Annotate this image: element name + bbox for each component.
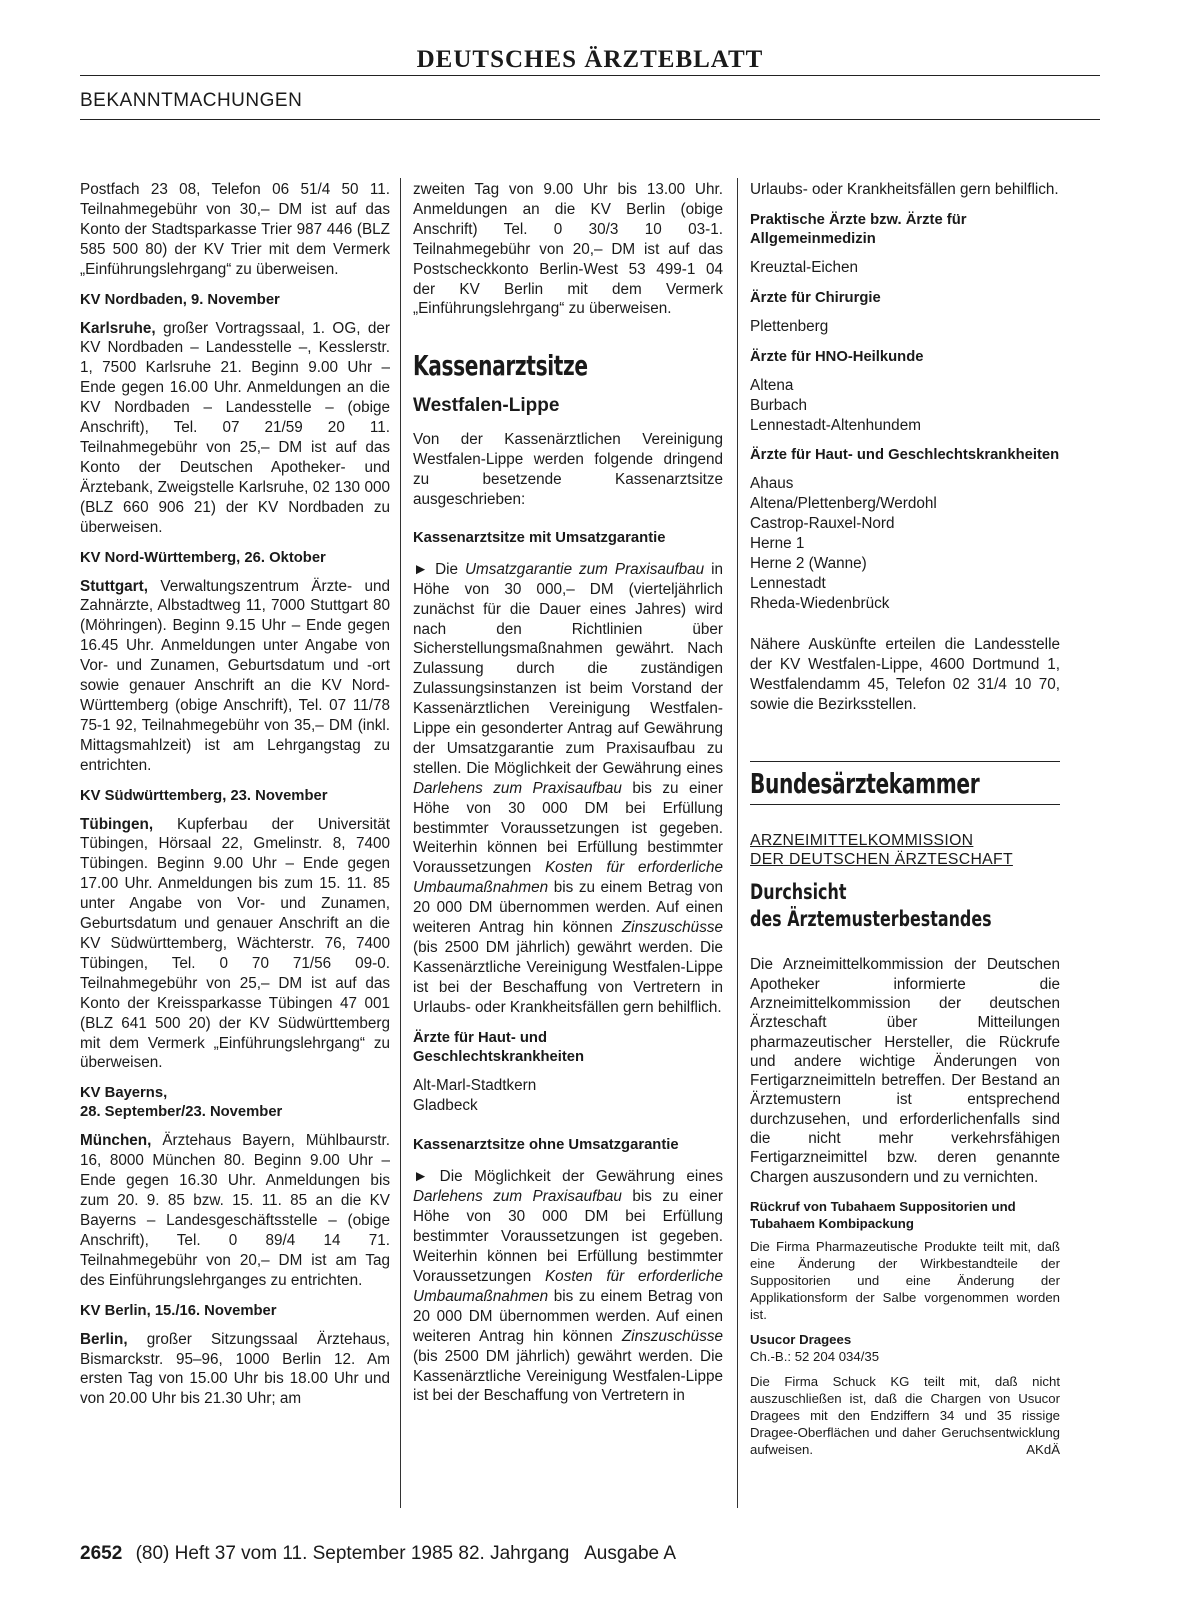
paragraph-recall-tubahaem: Die Firma Pharmazeutische Produkte teilt mit, daß eine Änderung der Wirkbestandteile der Suppositorien und eine Änderung der Applikationsform der Salbe vorgenommen worden ist. [750,1238,1060,1322]
list-item: Alt-Marl-Stadtkern [413,1076,537,1094]
heading-kv-suedwuerttemberg: KV Südwürttemberg, 23. November [80,787,328,804]
list-item: Herne 1 [750,535,805,553]
heading-chirurgie: Ärzte für Chirurgie [750,289,881,306]
list-item: Rheda-Wiedenbrück [750,594,890,612]
list-haut-geschlecht-1 [413,1076,723,1116]
heading-hno: Ärzte für HNO-Heilkunde [750,348,924,365]
paragraph-mit-umsatzgarantie: ► Die Umsatzgarantie zum Praxisaufbau in Höhe von 30 000,– DM (vierteljährlich zunächst für die Dauer eines Jahres) wird nach den Richtlinien über Sicherstellungsmaßnahmen gewährt. Nach Zulassung durch die zuständigen Zulassungsinstanzen ist beim Vorstand der Kassenärztlichen Vereinigung Westfalen-Lippe ein gesonderter Antrag auf Gewährung der Umsatzgarantie zum Praxisaufbau zu stellen. Die Möglichkeit der Gewährung eines Darlehens zum Praxisaufbau bis zu einer Höhe von 30 000 DM bei Erfüllung bestimmter Voraussetzungen ist gegeben. Weiterhin können bei Erfüllung bestimmter Voraussetzungen Kosten für erforderliche Umbaumaßnahmen bis zu einem Betrag von 20 000 DM übernommen werden. Auf einen weiteren Antrag hin können Zinszuschüsse (bis 2500 DM jährlich) gewährt werden. Die Kassenärztliche Vereinigung Westfalen-Lippe ist bei der Beschaffung von Vertretern in Urlaubs- oder Krankheitsfällen gern behilflich. [413,560,724,1016]
paragraph-bayerns: München, Ärztehaus Bayern, Mühlbaurstr. 16, 8000 München 80. Beginn 9.00 Uhr – Ende gegen 16.30 Uhr. Anmeldungen bis zum 20. 9. 85 bzw. 15. 11. 85 an die KV Bayerns – Landesgeschäftsstelle – (obige Anschrift), Tel. 0 89/4 14 71. Teilnahmegebühr von 20,– DM ist am Tag des Einführungslehrganges zu entrichten. [80,1132,390,1289]
list-item: Altena/Plettenberg/Werdohl [750,495,937,513]
list-item: Herne 2 (Wanne) [750,555,867,573]
paragraph-ohne-umsatzgarantie: ► Die Möglichkeit der Gewährung eines Darlehens zum Praxisaufbau bis zu einer Höhe von 30 000 DM bei Erfüllung bestimmter Voraussetzungen ist gegeben. Weiterhin können bei Erfüllung bestimmter Voraussetzungen Kosten für erforderliche Umbaumaßnahmen bis zu einem Betrag von 20 000 DM übernommen werden. Auf einen weiteren Antrag hin können Zinszuschüsse (bis 2500 DM jährlich) gewährt werden. Die Kassenärztliche Vereinigung Westfalen-Lippe ist bei der Beschaffung von Vertretern in [413,1168,724,1405]
list-item: Burbach [750,396,807,414]
list-haut-geschlecht-2 [750,474,1060,613]
paragraph-suedwuerttemberg: Tübingen, Kupferbau der Universität Tübingen, Hörsaal 22, Gmelinstr. 8, 7400 Tübingen. Beginn 9.00 Uhr – Ende gegen 17.00 Uhr. Anmeldungen bis zum 15. 11. 85 unter Angabe von Vor- und Zunamen, Geburtsdatum und genauer Anschrift an die KV Südwürttemberg, Wächterstr. 76, 7400 Tübingen, Tel. 0 70 71/56 09-0. Teilnahmegebühr von 25,– DM ist auf das Konto der Kreissparkasse Tübingen 47 001 (BLZ 641 500 20) der KV Südwürttemberg mit dem Vermerk „Einführungslehrgang“ zu überweisen. [80,815,390,1072]
column-2 [413,180,723,1417]
paragraph-recall-usucor: Die Firma Schuck KG teilt mit, daß nicht auszuschließen ist, daß die Chargen von Usucor Dragees mit den Endziffern 34 und 35 rissige Dragee-Oberflächen und daher Geruchsentwicklung aufweisen. [750,1373,1060,1457]
issue-info: (80) Heft 37 vom 11. September 1985 82. Jahrgang Ausgabe A [135,1543,677,1564]
column-separator-2 [737,178,738,1508]
masthead: DEUTSCHES ÄRZTEBLATT [416,46,764,73]
city-karlsruhe: Karlsruhe, [80,319,156,337]
footer [80,1543,676,1565]
section-title: BEKANNTMACHUNGEN [80,90,303,111]
list-hno [750,376,1060,436]
list-item: Altena [750,376,794,394]
city-muenchen: München, [80,1132,152,1150]
list-item: Lennestadt-Altenhundem [750,416,921,434]
heading-kv-nordbaden: KV Nordbaden, 9. November [80,291,280,308]
heading-haut-geschlecht-2: Ärzte für Haut- und Geschlechtskrankheiten [750,447,1060,464]
column-separator-1 [400,178,401,1508]
heading-recall-tubahaem: Rückruf von Tubahaem Suppositorien und Tubahaem Kombipackung [750,1198,1016,1231]
paragraph-durchsicht: Die Arzneimittelkommission der Deutschen Apotheker informierte die Arzneimittelkommission der deutschen Ärzteschaft über Mitteilungen pharmazeutischer Hersteller, die Rückrufe und andere wichtige Änderungen von Fertigarzneimitteln betreffen. Der Bestand an Ärztemustern ist entsprechend durchzusehen, und erforderlichenfalls sind die nicht mehr verkehrsfähigen Fertigarzneimittel bzw. deren genannte Chargen auszusondern und zu vernichten. [750,956,1060,1186]
header-rule-bottom [80,119,1100,120]
column-3 [750,180,1060,1458]
batch-usucor: Ch.-B.: 52 204 034/35 [750,1348,880,1364]
city-stuttgart: Stuttgart, [80,577,148,595]
city-berlin: Berlin, [80,1330,128,1348]
city-tuebingen: Tübingen, [80,815,154,833]
heading-westfalen-lippe: Westfalen-Lippe [413,395,560,417]
list-item: Plettenberg [750,317,829,335]
rule-bundesaerztekammer-top [750,761,1060,762]
header-rule-top [80,75,1100,76]
list-item: Castrop-Rauxel-Nord [750,515,895,533]
column-1 [80,180,390,1420]
heading-recall-usucor: Usucor Dragees [750,1331,852,1347]
paragraph-kassenarztsitze-intro: Von der Kassenärztlichen Vereinigung Westfalen-Lippe werden folgende dringend zu besetzende Kassenarztsitze ausgeschrieben: [413,431,723,508]
heading-bundesaerztekammer: Bundesärztekammer [750,767,980,801]
heading-kassenarztsitze: Kassenarztsitze [413,349,588,383]
heading-kv-nord-wuerttemberg: KV Nord-Württemberg, 26. Oktober [80,549,326,566]
list-allgemeinmedizin [750,258,1060,278]
heading-ohne-umsatzgarantie: Kassenarztsitze ohne Umsatzgarantie [413,1137,679,1154]
page-number: 2652 [80,1543,123,1564]
heading-haut-geschlecht-1: Ärzte für Haut- und Geschlechtskrankheiten [413,1029,585,1065]
list-item: Ahaus [750,475,794,493]
paragraph-trier: Postfach 23 08, Telefon 06 51/4 50 11. Teilnahmegebühr von 30,– DM ist auf das Konto der Stadtsparkasse Trier 987 446 (BLZ 585 500 80) der KV Trier mit dem Vermerk „Einführungslehrgang“ zu überweisen. [80,181,390,278]
heading-kv-bayerns: KV Bayerns, 28. September/23. November [80,1085,283,1121]
heading-allgemeinmedizin: Praktische Ärzte bzw. Ärzte für Allgemeinmedizin [750,211,967,247]
list-item: Gladbeck [413,1096,478,1114]
paragraph-continued: Urlaubs- oder Krankheitsfällen gern behilflich. [750,181,1059,198]
recall-notices [750,1198,1060,1458]
paragraph-nord-wuerttemberg: Stuttgart, Verwaltungszentrum Ärzte- und Zahnärzte, Albstadtweg 11, 7000 Stuttgart 80 (Möhringen). Beginn 9.15 Uhr – Ende gegen 16.45 Uhr. Anmeldungen unter Angabe von Vor- und Zunamen, Geburtsdatum und -ort sowie genauer Anschrift an die KV Nord-Württemberg (obige Anschrift), Tel. 07 11/78 75-1 92, Teilnahmegebühr von 35,– DM (inkl. Mittagsmahlzeit) ist am Lehrgangstag zu entrichten. [80,577,390,774]
heading-kv-berlin: KV Berlin, 15./16. November [80,1302,277,1319]
paragraph-berlin: Berlin, großer Sitzungssaal Ärztehaus, Bismarckstr. 95–96, 1000 Berlin 12. Am ersten Tag von 15.00 Uhr bis 18.00 Uhr und von 20.00 Uhr bis 21.30 Uhr; am [80,1330,390,1408]
paragraph-berlin-continued: zweiten Tag von 9.00 Uhr bis 13.00 Uhr. Anmeldungen an die KV Berlin (obige Anschrift) Tel. 0 30/3 10 03-1. Teilnahmegebühr von 20,– DM ist auf das Postscheckkonto Berlin-West 53 499-1 04 der KV Berlin mit dem Vermerk „Einführungslehrgang“ zu überweisen. [413,181,723,318]
list-item: Lennestadt [750,574,826,592]
heading-mit-umsatzgarantie: Kassenarztsitze mit Umsatzgarantie [413,529,666,546]
paragraph-auskuenfte: Nähere Auskünfte erteilen die Landesstelle der KV Westfalen-Lippe, 4600 Dortmund 1, Westfalendamm 45, Telefon 02 31/4 10 70, sowie die Bezirksstellen. [750,635,1060,713]
article-title: Durchsicht des Ärztemusterbestandes [750,880,992,933]
heading-arzneimittelkommission: ARZNEIMITTELKOMMISSION DER DEUTSCHEN ÄRZTESCHAFT [750,832,1013,869]
list-chirurgie [750,317,1060,337]
signature: AKdÄ [1026,1441,1060,1457]
paragraph-nordbaden: Karlsruhe, großer Vortragssaal, 1. OG, der KV Nordbaden – Landesstelle –, Kesslerstr. 1, 7500 Karlsruhe 21. Beginn 9.00 Uhr – Ende gegen 16.00 Uhr. Anmeldungen an die KV Nordbaden – Landesstelle – (obige Anschrift), Tel. 07 21/59 20 11. Teilnahmegebühr von 25,– DM ist auf das Konto der Deutschen Apotheker- und Ärztebank, Zweigstelle Karlsruhe, 02 130 000 (BLZ 660 906 21) der KV Nordbaden zu überweisen. [80,319,390,536]
list-item: Kreuztal-Eichen [750,258,858,276]
rule-bundesaerztekammer-bottom [750,804,1060,805]
